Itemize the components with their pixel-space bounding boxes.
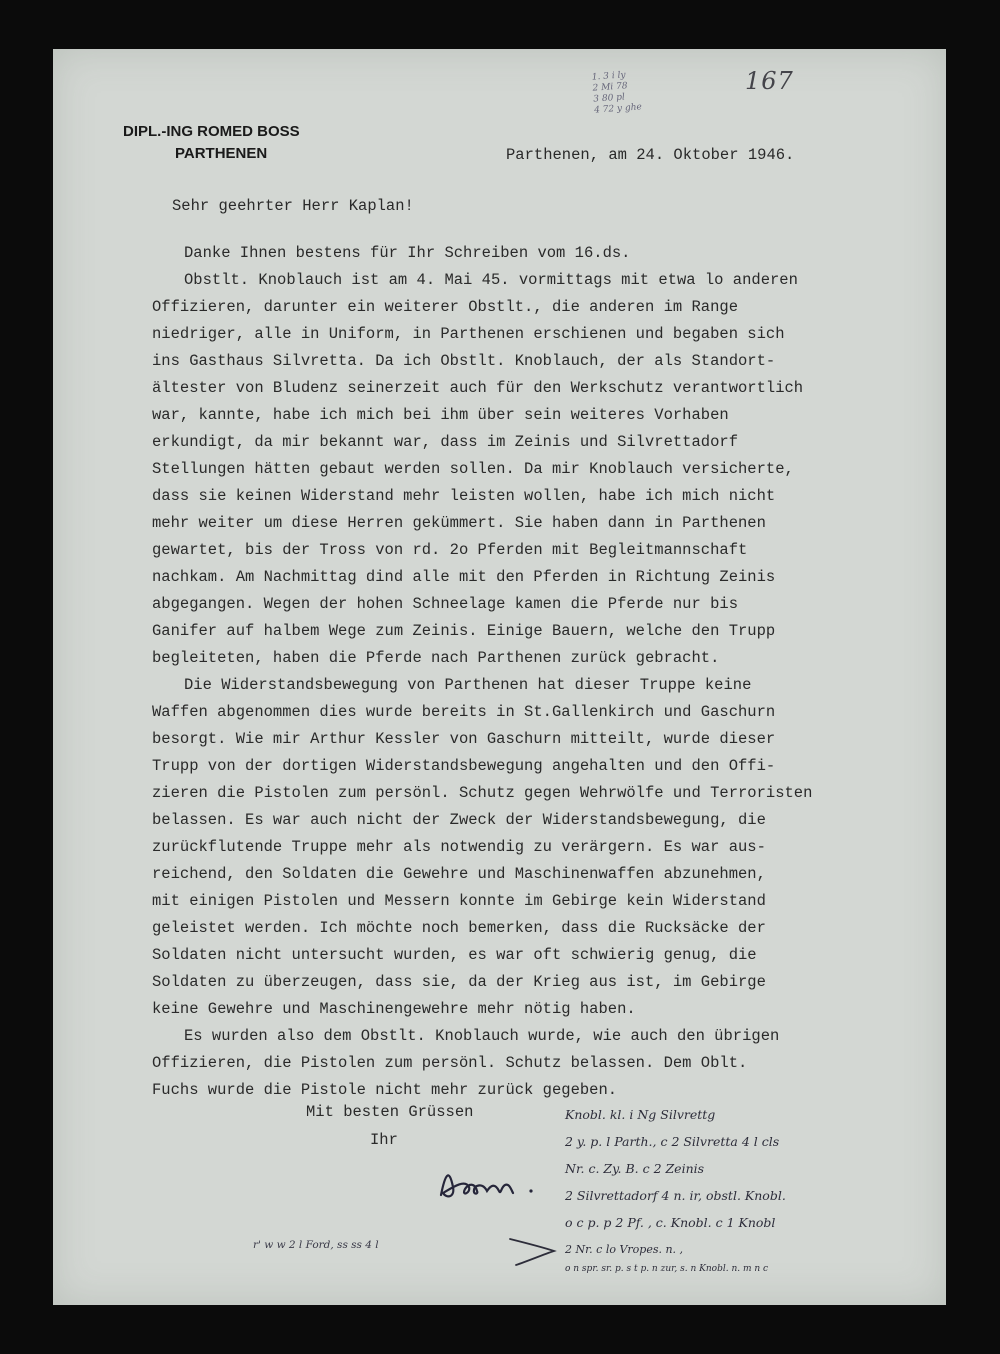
handwritten-line: 2 y. p. l Parth., c 2 Silvretta 4 l cls (565, 1134, 780, 1149)
body-line: besorgt. Wie mir Arthur Kessler von Gaschurn mitteilt, wurde dieser (152, 730, 776, 748)
handwritten-notes-left (253, 1237, 379, 1253)
body-line: Offizieren, die Pistolen zum persönl. Schutz belassen. Dem Oblt. (152, 1054, 748, 1072)
pencil-note-line: 4 72 y ghe (593, 102, 643, 116)
body-line: geleistet werden. Ich möchte noch bemerken, dass die Rucksäcke der (152, 919, 766, 937)
body-line: ins Gasthaus Silvretta. Da ich Obstlt. Knoblauch, der als Standort- (152, 352, 776, 370)
closing-greeting: Mit besten Grüssen (306, 1103, 474, 1121)
pencil-notes (592, 69, 643, 116)
handwritten-line: 2 Silvrettadorf 4 n. ir, obstl. Knobl. (565, 1188, 786, 1203)
handwritten-arrow-icon (508, 1229, 558, 1269)
handwritten-line: 2 Nr. c lo Vropes. n. , (565, 1243, 684, 1256)
signature-image (435, 1157, 545, 1207)
pencil-note-line: 2 Mi 78 (592, 81, 628, 94)
body-line: Es wurden also dem Obstlt. Knoblauch wurde, wie auch den übrigen (184, 1027, 780, 1045)
date-line: Parthenen, am 24. Oktober 1946. (506, 146, 795, 164)
body-line: mehr weiter um diese Herren gekümmert. Sie haben dann in Parthenen (152, 514, 766, 532)
handwritten-line: Nr. c. Zy. B. c 2 Zeinis (565, 1161, 705, 1176)
body-line: Die Widerstandsbewegung von Parthenen hat dieser Truppe keine (184, 676, 752, 694)
handwritten-line: r' w w 2 l Ford, ss ss 4 l (253, 1239, 379, 1251)
body-line: zieren die Pistolen zum persönl. Schutz gegen Wehrwölfe und Terroristen (152, 784, 813, 802)
body-line: dass sie keinen Widerstand mehr leisten wollen, habe ich mich nicht (152, 487, 776, 505)
handwritten-line: o c p. p 2 Pf. , c. Knobl. c 1 Knobl (565, 1215, 776, 1230)
handwritten-line: Knobl. kl. i Ng Silvrettg (565, 1107, 716, 1122)
body-line: niedriger, alle in Uniform, in Parthenen erschienen und begaben sich (152, 325, 785, 343)
body-line: reichend, den Soldaten die Gewehre und Maschinenwaffen abzunehmen, (152, 865, 766, 883)
letterhead-place: PARTHENEN (175, 145, 268, 162)
letterhead (123, 121, 300, 165)
body-line: Waffen abgenommen dies wurde bereits in St.Gallenkirch und Gaschurn (152, 703, 776, 721)
closing-ihr: Ihr (370, 1131, 398, 1149)
letterhead-name: DIPL.-ING ROMED BOSS (123, 123, 300, 140)
archive-number: 167 (745, 67, 794, 95)
body-line: begleiteten, haben die Pferde nach Parthenen zurück gebracht. (152, 649, 720, 667)
body-line: Offizieren, darunter ein weiterer Obstlt., die anderen im Range (152, 298, 738, 316)
body-line: nachkam. Am Nachmittag dind alle mit den Pferden in Richtung Zeinis (152, 568, 776, 586)
handwritten-line: o n spr. sr. p. s t p. n zur, s. n Knobl. n. m n c (565, 1264, 769, 1274)
body-line: Stellungen hätten gebaut werden sollen. Da mir Knoblauch versicherte, (152, 460, 794, 478)
body-line: Fuchs wurde die Pistole nicht mehr zurück gegeben. (152, 1081, 618, 1099)
body-line: war, kannte, habe ich mich bei ihm über sein weiteres Vorhaben (152, 406, 729, 424)
body-line: Soldaten zu überzeugen, dass sie, da der Krieg aus ist, im Gebirge (152, 973, 766, 991)
body-line: Danke Ihnen bestens für Ihr Schreiben vom 16.ds. (184, 244, 631, 262)
body-line: Obstlt. Knoblauch ist am 4. Mai 45. vormittags mit etwa lo anderen (184, 271, 798, 289)
body-line: abgegangen. Wegen der hohen Schneelage kamen die Pferde nur bis (152, 595, 738, 613)
letter-body (152, 193, 932, 1104)
body-line: Soldaten nicht untersucht wurden, es war oft schwierig genug, die (152, 946, 757, 964)
body-line: ältester von Bludenz seinerzeit auch für den Werkschutz verantwortlich (152, 379, 804, 397)
body-line: Trupp von der dortigen Widerstandsbewegung angehalten und den Offi- (152, 757, 776, 775)
body-line: gewartet, bis der Tross von rd. 2o Pferden mit Begleitmannschaft (152, 541, 748, 559)
signature (435, 1157, 545, 1212)
closing (306, 1098, 473, 1154)
handwritten-notes-right (565, 1101, 786, 1275)
pencil-note-line: 1. 3 i ly (591, 70, 626, 83)
letter-page (53, 49, 946, 1305)
body-line: keine Gewehre und Maschinengewehre mehr nötig haben. (152, 1000, 636, 1018)
pencil-note-line: 3 80 pl (593, 92, 626, 105)
body-line: zurückflutende Truppe mehr als notwendig zu verärgern. Es war aus- (152, 838, 766, 856)
body-line: Ganifer auf halbem Wege zum Zeinis. Einige Bauern, welche den Trupp (152, 622, 776, 640)
body-line: erkundigt, da mir bekannt war, dass im Zeinis und Silvrettadorf (152, 433, 738, 451)
body-line: mit einigen Pistolen und Messern konnte im Gebirge kein Widerstand (152, 892, 766, 910)
body-line: belassen. Es war auch nicht der Zweck der Widerstandsbewegung, die (152, 811, 766, 829)
salutation: Sehr geehrter Herr Kaplan! (172, 197, 414, 215)
